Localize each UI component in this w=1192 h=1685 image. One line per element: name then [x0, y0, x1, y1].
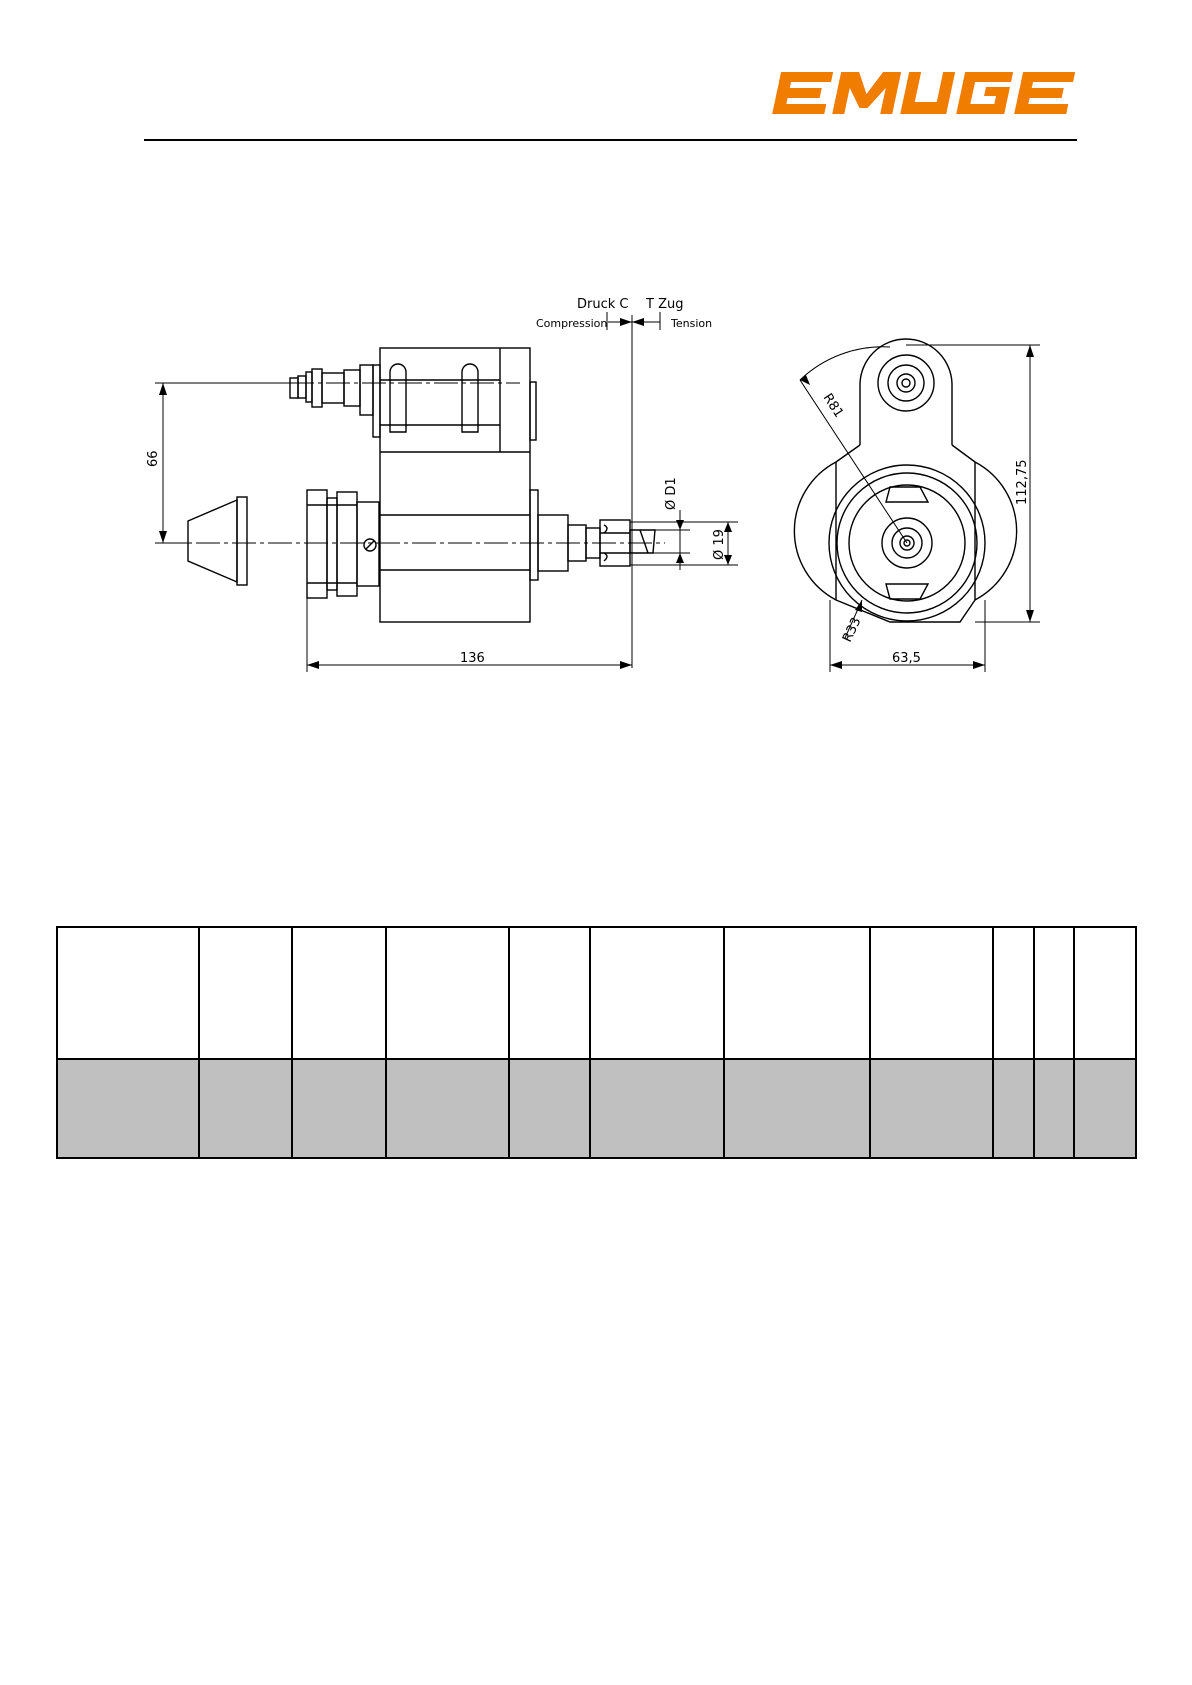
header-cell — [509, 927, 590, 1059]
header-cell — [1074, 927, 1136, 1059]
table-cell — [292, 1059, 386, 1158]
table-cell — [870, 1059, 993, 1158]
table-cell — [590, 1059, 724, 1158]
spec-table — [56, 926, 1137, 1159]
tool — [630, 530, 655, 553]
table-cell — [386, 1059, 509, 1158]
slot — [462, 364, 478, 432]
header-cell — [292, 927, 386, 1059]
header-cell — [870, 927, 993, 1059]
dim-r33: R33 — [840, 615, 865, 645]
dim-112-75: 112,75 — [1015, 459, 1030, 505]
table-cell — [509, 1059, 590, 1158]
druck-label: Druck C — [577, 297, 629, 312]
dim-d1: Ø D1 — [664, 477, 679, 510]
taper-shank — [188, 500, 237, 582]
header-cell — [57, 927, 199, 1059]
body-outline — [794, 462, 1016, 622]
slot — [390, 364, 406, 432]
dim-66: 66 — [146, 450, 161, 467]
technical-drawing — [0, 0, 1192, 720]
compression-label: Compression — [536, 317, 608, 330]
table-cell — [993, 1059, 1034, 1158]
header-cell — [724, 927, 870, 1059]
table-row — [57, 1059, 1136, 1158]
taper-ring — [237, 497, 247, 585]
table-header-row — [57, 927, 1136, 1059]
table-cell — [57, 1059, 199, 1158]
header-cell — [590, 927, 724, 1059]
header-cell — [993, 927, 1034, 1059]
dim-63-5: 63,5 — [892, 651, 921, 666]
flange — [307, 490, 327, 598]
header-cell — [199, 927, 292, 1059]
header-cell — [1034, 927, 1074, 1059]
table-cell — [199, 1059, 292, 1158]
header-cell — [386, 927, 509, 1059]
housing — [380, 348, 530, 622]
dim-d19: Ø 19 — [712, 529, 727, 560]
tension-label: Tension — [671, 317, 713, 330]
dim-r81: R81 — [819, 391, 847, 421]
table-cell — [1074, 1059, 1136, 1158]
table-cell — [724, 1059, 870, 1158]
dim-136: 136 — [460, 651, 485, 666]
zug-label: T Zug — [646, 297, 684, 312]
table-cell — [1034, 1059, 1074, 1158]
